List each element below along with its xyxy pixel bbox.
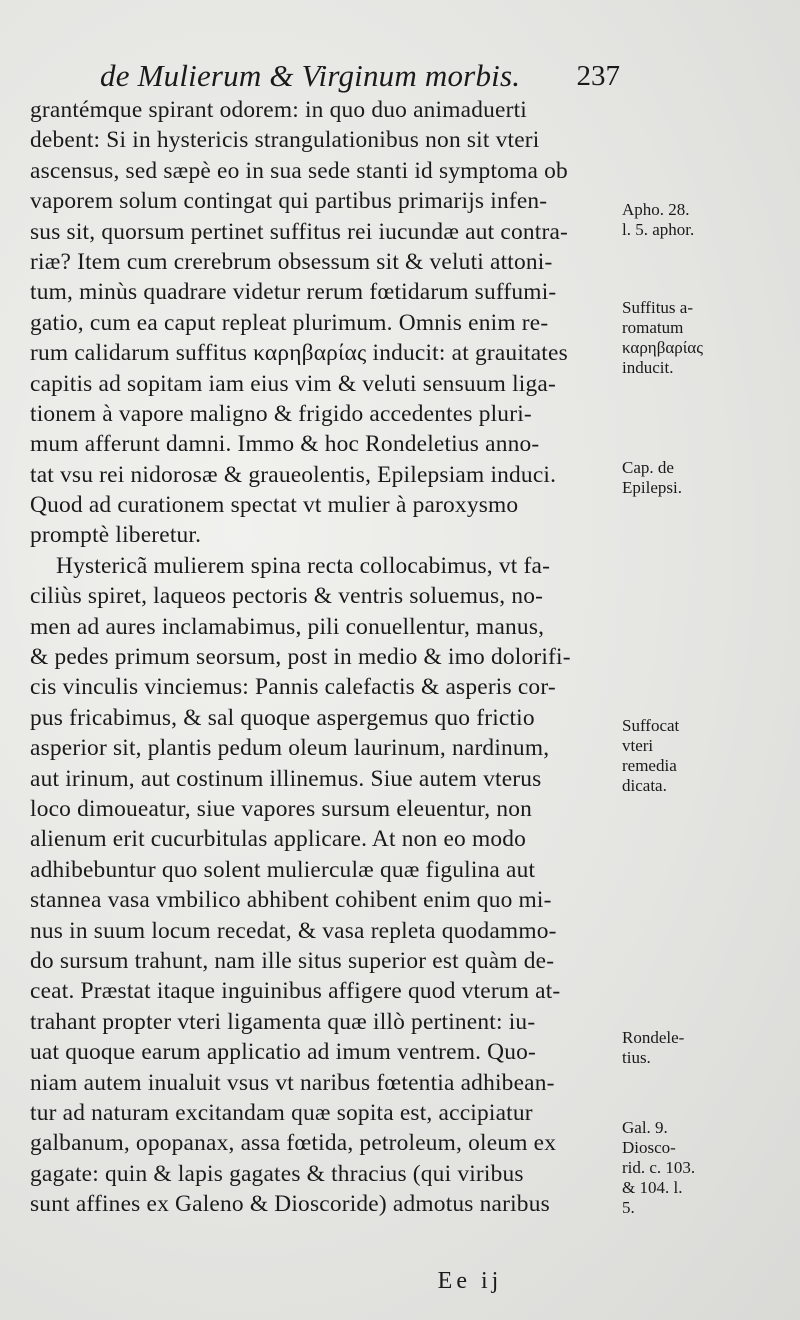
margin-note-line: Suffitus a- <box>622 298 693 317</box>
margin-note-epilepsia <box>622 458 682 498</box>
text-line: asperior sit, plantis pedum oleum laurinum, nardinum, <box>30 735 550 762</box>
text-line: cis vinculis vinciemus: Pannis calefactis & asperis cor- <box>30 674 556 701</box>
text-line: galbanum, opopanax, assa fœtida, petroleum, oleum ex <box>30 1130 557 1157</box>
text-line: nus in suum locum recedat, & vasa repleta quodammo- <box>30 917 557 944</box>
margin-note-line: Apho. 28. <box>622 200 690 219</box>
text-line: do sursum trahunt, nam ille situs superior est quàm de- <box>30 947 555 974</box>
text-line: rum calidarum suffitus καρηβαρίας inducit: at grauitates <box>30 340 568 367</box>
page-number: 237 <box>576 60 620 92</box>
text-line: riæ? Item cum crerebrum obsessum sit & veluti attoni- <box>30 248 553 275</box>
text-line: men ad aures inclamabimus, pili conuellentur, manus, <box>30 613 545 640</box>
text-line: tum, minùs quadrare videtur rerum fœtidarum suffumi- <box>30 279 557 306</box>
running-title: de Mulierum & Virginum morbis. <box>100 58 521 93</box>
margin-note-line: inducit. <box>622 358 674 377</box>
text-line: gatio, cum ea caput repleat plurimum. Omnis enim re- <box>30 309 549 336</box>
margin-note-line: Epilepsi. <box>622 478 682 497</box>
margin-note-line: & 104. l. <box>622 1178 683 1197</box>
text-line: ascensus, sed sæpè eo in sua sede stanti id symptoma ob <box>30 157 568 184</box>
text-line: grantémque spirant odorem: in quo duo animaduerti <box>30 97 527 123</box>
text-line: Quod ad curationem spectat vt mulier à paroxysmo <box>30 492 519 519</box>
text-line: uat quoque earum applicatio ad imum ventrem. Quo- <box>30 1039 537 1066</box>
text-line: pus fricabimus, & sal quoque aspergemus quo frictio <box>30 704 535 731</box>
margin-note-line: remedia <box>622 756 677 775</box>
margin-note-galenus <box>622 1118 695 1218</box>
text-line: debent: Si in hystericis strangulationibus non sit vteri <box>30 127 540 154</box>
text-line: niam autem inualuit vsus vt naribus fœtentia adhibean- <box>30 1069 555 1096</box>
text-line: ceat. Præstat itaque inguinibus affigere quod vterum at- <box>30 978 561 1005</box>
margin-note-line: Cap. de <box>622 458 674 477</box>
text-line: adhibebuntur quo solent mulierculæ quæ figulina aut <box>30 856 536 883</box>
text-line: alienum erit cucurbitulas applicare. At non eo modo <box>30 826 527 853</box>
paragraph-start-line: Hystericã mulierem spina recta collocabimus, vt fa- <box>56 552 551 579</box>
text-line: & pedes primum seorsum, post in medio & imo dolorifi- <box>30 644 571 671</box>
text-line: promptè liberetur. <box>30 522 202 549</box>
margin-note-line: Suffocat <box>622 716 680 735</box>
margin-note-line: tius. <box>622 1048 651 1067</box>
text-line: tat vsu rei nidorosæ & graueolentis, Epilepsiam induci. <box>30 461 557 488</box>
text-line: capitis ad sopitam iam eius vim & veluti sensuum liga- <box>30 370 556 397</box>
margin-note-suffitus <box>622 298 703 378</box>
text-line: aut irinum, aut costinum illinemus. Siue autem vterus <box>30 765 542 792</box>
signature-mark: Ee ij <box>437 1268 503 1294</box>
margin-note-line: καρηβαρίας <box>622 338 703 357</box>
margin-note-line: rid. c. 103. <box>622 1158 696 1177</box>
margin-note-line: dicata. <box>622 776 667 795</box>
margin-note-line: vteri <box>622 736 654 755</box>
text-line: sunt affines ex Galeno & Dioscoride) admotus naribus <box>30 1191 550 1218</box>
margin-note-line: 5. <box>622 1198 635 1217</box>
text-line: mum afferunt damni. Immo & hoc Rondeletius anno- <box>30 431 540 458</box>
text-line: stannea vasa vmbilico abhibent cohibent enim quo mi- <box>30 887 552 914</box>
text-line: ciliùs spiret, laqueos pectoris & ventris soluemus, no- <box>30 583 544 610</box>
running-head <box>100 58 620 98</box>
text-line: trahant propter vteri ligamenta quæ illò pertinent: iu- <box>30 1008 536 1035</box>
margin-note-line: Diosco- <box>622 1138 676 1157</box>
text-line: tur ad naturam excitandam quæ sopita est, accipiatur <box>30 1099 533 1126</box>
margin-note-line: Gal. 9. <box>622 1118 668 1137</box>
margin-note-line: romatum <box>622 318 684 337</box>
margin-note-line: l. 5. aphor. <box>622 220 695 239</box>
text-line: loco dimoueatur, siue vapores sursum eleuentur, non <box>30 795 533 822</box>
margin-note-aphorism <box>622 200 694 240</box>
margin-note-line: Rondele- <box>622 1028 685 1047</box>
text-line: gagate: quin & lapis gagates & thracius (qui viribus <box>30 1160 524 1187</box>
main-text-block <box>30 95 630 1219</box>
text-line: tionem à vapore maligno & frigido accedentes pluri- <box>30 400 532 427</box>
text-line: vaporem solum contingat qui partibus primarijs infen- <box>30 188 548 215</box>
text-line: sus sit, quorsum pertinet suffitus rei iucundæ aut contra- <box>30 218 569 245</box>
margin-note-rondeletius <box>622 1028 684 1068</box>
margin-note-suffocatio <box>622 716 679 796</box>
